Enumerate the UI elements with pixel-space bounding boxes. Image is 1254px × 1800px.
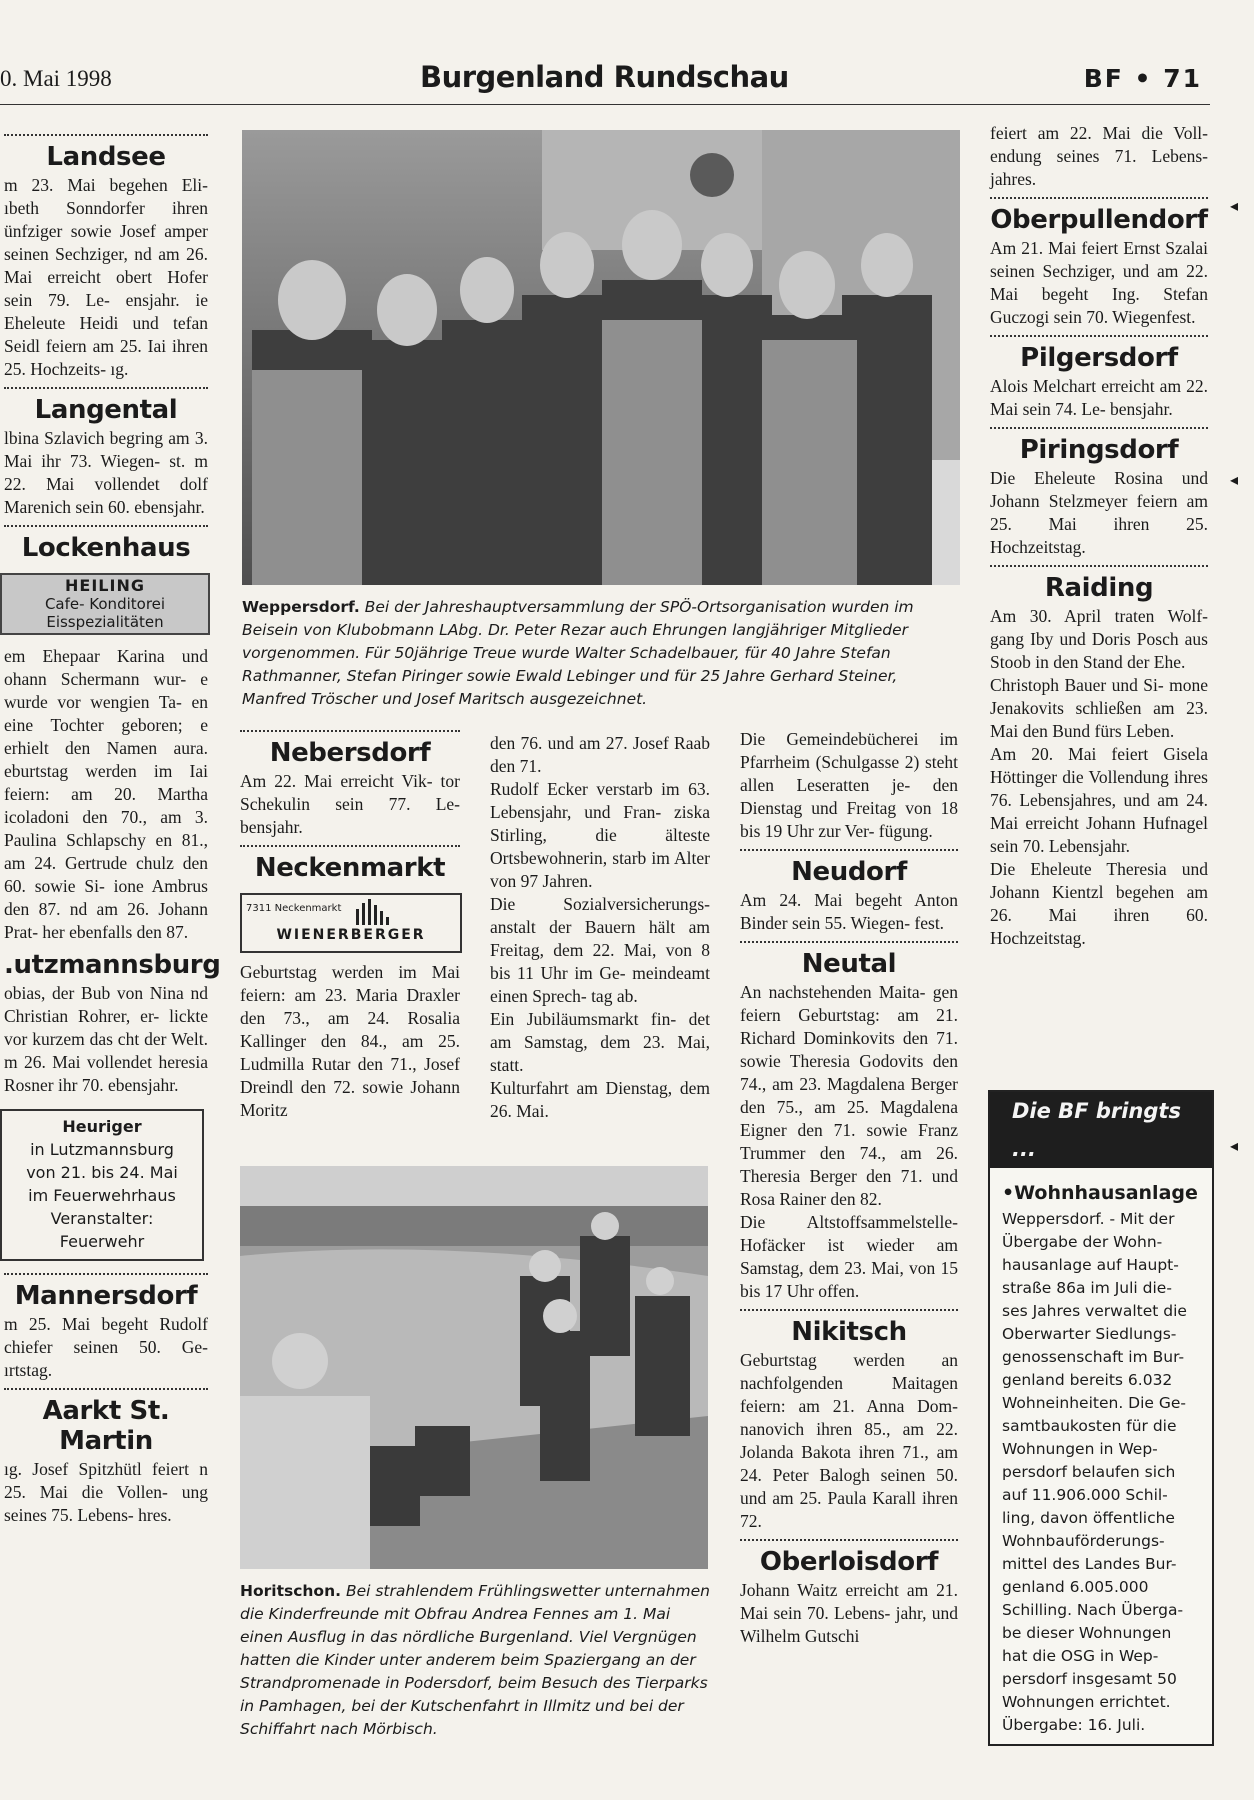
- heading-oberloisdorf: Oberloisdorf: [759, 1547, 939, 1577]
- text-raiding-4: Die Eheleute Theresia und Johann Kientzl begehen am 26. Mai ihren 60. Hochzeitstag.: [990, 859, 1208, 948]
- column-3: [490, 732, 710, 1123]
- text-library: Die Gemeindebücherei im Pfarrheim (Schulgasse 2) steht allen Leseratten je- den Dienstag und Freitag von 18 bis 19 Uhr zur Ver- fügung.: [740, 729, 958, 841]
- heiling-ad: [0, 573, 210, 635]
- text-oberloisdorf: Johann Waitz erreicht am 21. Mai sein 70. Lebens- jahr, und Wilhelm Gutschi: [740, 1580, 958, 1646]
- article-neudorf: [740, 849, 958, 935]
- text-raiding-1: Am 30. April traten Wolf- gang Iby und Doris Posch aus Stoob in den Stand der Ehe.: [990, 606, 1208, 672]
- heading-langental: Langental: [34, 395, 178, 425]
- heading-pilgersdorf: Pilgersdorf: [1020, 343, 1178, 373]
- heading-oberpullendorf: Oberpullendorf: [990, 205, 1208, 235]
- heuriger-ad-line: im Feuerwehrhaus: [28, 1186, 176, 1205]
- bf-bringts-box: [988, 1090, 1214, 1746]
- column-4: [740, 728, 958, 1648]
- photo-horitschon-caption: [240, 1580, 710, 1741]
- article-neutal: [740, 941, 958, 1303]
- text-col3-4: Ein Jubiläumsmarkt fin- det am Samstag, dem 23. Mai, statt.: [490, 1009, 710, 1075]
- heading-mannersdorf: Mannersdorf: [14, 1281, 198, 1311]
- caption-lead: Weppersdorf.: [242, 598, 360, 616]
- heiling-ad-name: HEILING: [65, 576, 145, 595]
- heading-neudorf: Neudorf: [791, 857, 907, 887]
- article-raiding: [990, 565, 1208, 950]
- bf-bringts-text: Weppersdorf. - Mit der Übergabe der Wohn- hausanlage auf Haupt- straße 86a im Juli die- ses Jahres verwaltet die Oberwarter Siedlungs- genossenschaft im Bur- genland bereits 6.032 Wohneinheiten. Die Ge- samtbaukosten für die Wohnungen in Wep- persdorf belaufen sich auf 11.906.000 Schil- ling, davon öffentliche Wohnbauförderungs- mittel des Landes Bur- genland 6.005.000 Schilling. Nach Überga- be dieser Wohnungen hat die OSG in Wep- persdorf insgesamt 50 Wohnungen errichtet. Übergabe: 16. Juli.: [1002, 1210, 1187, 1734]
- text-pilgersdorf: Alois Melchart erreicht am 22. Mai sein 74. Le- bensjahr.: [990, 376, 1208, 419]
- bf-bringts-header: Die BF bringts ...: [990, 1092, 1212, 1168]
- heading-raiding: Raiding: [1044, 573, 1154, 603]
- photo-weppersdorf-caption: [242, 596, 960, 711]
- text-landsee: m 23. Mai begehen Eli- ıbeth Sonndorfer ihren ünfziger sowie Josef amper seinen Sechziger, nd am 26. Mai erreicht obert Hofer sein 79. Le- ensjahr. ie Eheleute Heidi und tefan Seidl feiern am 25. Iai ihren 25. Hochzeits- ıg.: [4, 175, 208, 379]
- heading-nikitsch: Nikitsch: [791, 1317, 907, 1347]
- page-header: [0, 60, 1210, 105]
- text-lockenhaus: em Ehepaar Karina und ohann Schermann wur- e wurde vor wengien Ta- en eine Tochter geboren; e erhielt den Namen aura. eburtstag werden im Iai feiern: am 20. Martha icoladoni den 70., am 3. Paulina Schlapschy en 81., am 24. Gertrude chulz den 60. sowie Si- ione Ambrus den 87. nd am 26. Johann Prat- her ebenfalls den 87.: [4, 646, 208, 942]
- heading-neckenmarkt: Neckenmarkt: [254, 853, 446, 883]
- article-piringsdorf: [990, 427, 1208, 559]
- caption-text: Bei der Jahreshauptversammlung der SPÖ-Ortsorganisation wurden im Beisein von Klubobmann LAbg. Dr. Peter Rezar auch Ehrungen langjähriger Mitglieder vorgenommen. Für 50jährige Treue wurde Walter Schadelbauer, für 40 Jahre Stefan Rathmanner, Stefan Piringer sowie Ewald Lebinger und für 25 Jahre Gerhard Steiner, Manfred Tröscher und Josef Maritsch ausgezeichnet.: [242, 598, 914, 708]
- issue-date: 0. Mai 1998: [0, 66, 112, 91]
- heading-landsee: Landsee: [46, 142, 166, 172]
- text-neudorf: Am 24. Mai begeht Anton Binder sein 55. Wiegen- fest.: [740, 890, 958, 933]
- wienerberger-logo-icon: [354, 899, 394, 925]
- text-col3-1: den 76. und am 27. Josef Raab den 71.: [490, 733, 710, 776]
- text-col3-3: Die Sozialversicherungs- anstalt der Bauern hält am Freitag, dem 22. Mai, von 8 bis 11 Uhr im Ge- meindeamt einen Sprech- tag ab.: [490, 894, 710, 1006]
- margin-arrow-icon: ◂: [1230, 1138, 1239, 1155]
- heuriger-ad-title: Heuriger: [62, 1117, 142, 1136]
- heading-lutzmannsburg: .utzmannsburg: [4, 950, 221, 980]
- text-col3-2: Rudolf Ecker verstarb im 63. Lebensjahr, und Fran- ziska Stirling, die älteste Ortsbewohnerin, starb im Alter von 97 Jahren.: [490, 779, 710, 891]
- article-nebersdorf: [240, 730, 460, 839]
- text-piringsdorf: Die Eheleute Rosina und Johann Stelzmeyer feiern am 25. Mai ihren 25. Hochzeitstag.: [990, 468, 1208, 557]
- text-markt-st-martin: ıg. Josef Spitzhütl feiert n 25. Mai die Vollen- ung seines 75. Lebens- hres.: [4, 1459, 208, 1525]
- wienerberger-ad-address: 7311 Neckenmarkt: [246, 903, 342, 914]
- heuriger-ad-line: von 21. bis 24. Mai: [26, 1163, 178, 1182]
- heuriger-ad-line: in Lutzmannsburg: [30, 1140, 174, 1159]
- heading-lockenhaus: Lockenhaus: [21, 533, 191, 563]
- margin-arrow-icon: ◂: [1230, 198, 1239, 215]
- photo-weppersdorf: [242, 130, 960, 585]
- wienerberger-ad: [240, 893, 462, 953]
- bf-bringts-subtitle: •Wohnhausanlage: [1002, 1182, 1198, 1204]
- text-mannersdorf: m 25. Mai begeht Rudolf chiefer seinen 50. Ge- ırtstag.: [4, 1314, 208, 1380]
- heading-piringsdorf: Piringsdorf: [1019, 435, 1179, 465]
- wienerberger-ad-brand: WIENERBERGER: [276, 927, 426, 943]
- column-2: [240, 730, 460, 1122]
- text-col3-5: Kulturfahrt am Dienstag, dem 26. Mai.: [490, 1078, 710, 1121]
- heading-markt-st-martin: Aarkt St. Martin: [42, 1396, 170, 1456]
- article-mannersdorf: [4, 1273, 208, 1382]
- text-neckenmarkt: Geburtstag werden im Mai feiern: am 23. Maria Draxler den 73., am 24. Rosalia Kallinger den 84., am 25. Ludmilla Rutar den 71., Josef Dreindl den 72. sowie Johann Moritz: [240, 962, 460, 1120]
- text-neutal-2: Die Altstoffsammelstelle- Hofäcker ist wieder am Samstag, dem 23. Mai, von 15 bis 17 Uhr offen.: [740, 1212, 958, 1301]
- bf-bringts-body: [990, 1168, 1212, 1737]
- photo-horitschon-image: [240, 1166, 708, 1569]
- page-number: BF • 71: [1083, 64, 1202, 93]
- column-5: [990, 122, 1208, 950]
- text-oberpullendorf: Am 21. Mai feiert Ernst Szalai seinen Sechziger, und am 22. Mai begeht Ing. Stefan Guczogi sein 70. Wiegenfest.: [990, 238, 1208, 327]
- article-neckenmarkt: [240, 845, 460, 1122]
- heading-nebersdorf: Nebersdorf: [269, 738, 431, 768]
- photo-weppersdorf-image: [242, 130, 960, 585]
- heuriger-ad-line: Feuerwehr: [59, 1232, 145, 1251]
- margin-arrow-icon: ◂: [1230, 472, 1239, 489]
- article-oberpullendorf: [990, 197, 1208, 329]
- article-langental: [4, 387, 208, 519]
- text-nikitsch: Geburtstag werden an nachfolgenden Maitagen feiern: am 21. Anna Dom- nanovich ihren 85., am 22. Jolanda Bakota ihren 71., am 24. Peter Balogh seinen 50. und am 25. Paula Karall ihren 72.: [740, 1350, 958, 1531]
- article-lockenhaus: [4, 525, 208, 944]
- article-pilgersdorf: [990, 335, 1208, 421]
- article-oberloisdorf: [740, 1539, 958, 1648]
- text-neutal-1: An nachstehenden Maita- gen feiern Geburtstag: am 21. Richard Dominkovits den 71. sowie Theresia Godovits den 74., am 23. Magdalena Berger den 75., am 25. Magdalena Eigner den 71. sowie Franz Trummer den 74., am 26. Theresia Berger den 71. und Rosa Rainer den 82.: [740, 982, 958, 1209]
- heuriger-ad-line: Veranstalter:: [50, 1209, 154, 1228]
- heading-neutal: Neutal: [801, 949, 897, 979]
- text-nebersdorf: Am 22. Mai erreicht Vik- tor Schekulin sein 77. Le- bensjahr.: [240, 771, 460, 837]
- heiling-ad-line2: Eisspezialitäten: [46, 613, 164, 631]
- caption-text: Bei strahlendem Frühlingswetter unternahmen die Kinderfreunde mit Obfrau Andrea Fennes am 1. Mai einen Ausflug in das nördliche Burgenland. Viel Vergnügen hatten die Kinder unter anderem beim Spaziergang an der Strandpromenade in Podersdorf, beim Besuch des Tierparks in Pamhagen, bei der Kutschenfahrt in Illmitz und bei der Schiffahrt nach Mörbisch.: [240, 1582, 710, 1738]
- article-markt-st-martin: [4, 1388, 208, 1527]
- text-raiding-2: Christoph Bauer und Si- mone Jenakovits schließen am 23. Mai den Bund fürs Leben.: [990, 675, 1208, 741]
- text-lutzmannsburg: obias, der Bub von Nina nd Christian Rohrer, er- lickte vor kurzem das cht der Welt. m 26. Mai vollendet heresia Rosner ihr 70. ebensjahr.: [4, 983, 208, 1095]
- caption-lead: Horitschon.: [240, 1582, 342, 1600]
- heiling-ad-line1: Cafe- Konditorei: [44, 595, 166, 613]
- article-landsee: [4, 134, 208, 381]
- column-1: [4, 134, 221, 1527]
- photo-horitschon: [240, 1166, 708, 1569]
- article-nikitsch: [740, 1309, 958, 1533]
- heuriger-ad: [0, 1109, 204, 1261]
- newspaper-title: Burgenland Rundschau: [420, 60, 789, 94]
- article-lutzmannsburg: [4, 950, 221, 1261]
- text-langental: lbina Szlavich begring am 3. Mai ihr 73. Wiegen- st. m 22. Mai vollendet dolf Marenich sein 60. ebensjahr.: [4, 428, 208, 517]
- text-col5-intro: feiert am 22. Mai die Voll- endung seines 71. Lebens- jahres.: [990, 123, 1208, 189]
- text-raiding-3: Am 20. Mai feiert Gisela Höttinger die Vollendung ihres 76. Lebensjahres, und am 24. Mai erreicht Johann Hufnagel sein 70. Lebensjahr.: [990, 744, 1208, 856]
